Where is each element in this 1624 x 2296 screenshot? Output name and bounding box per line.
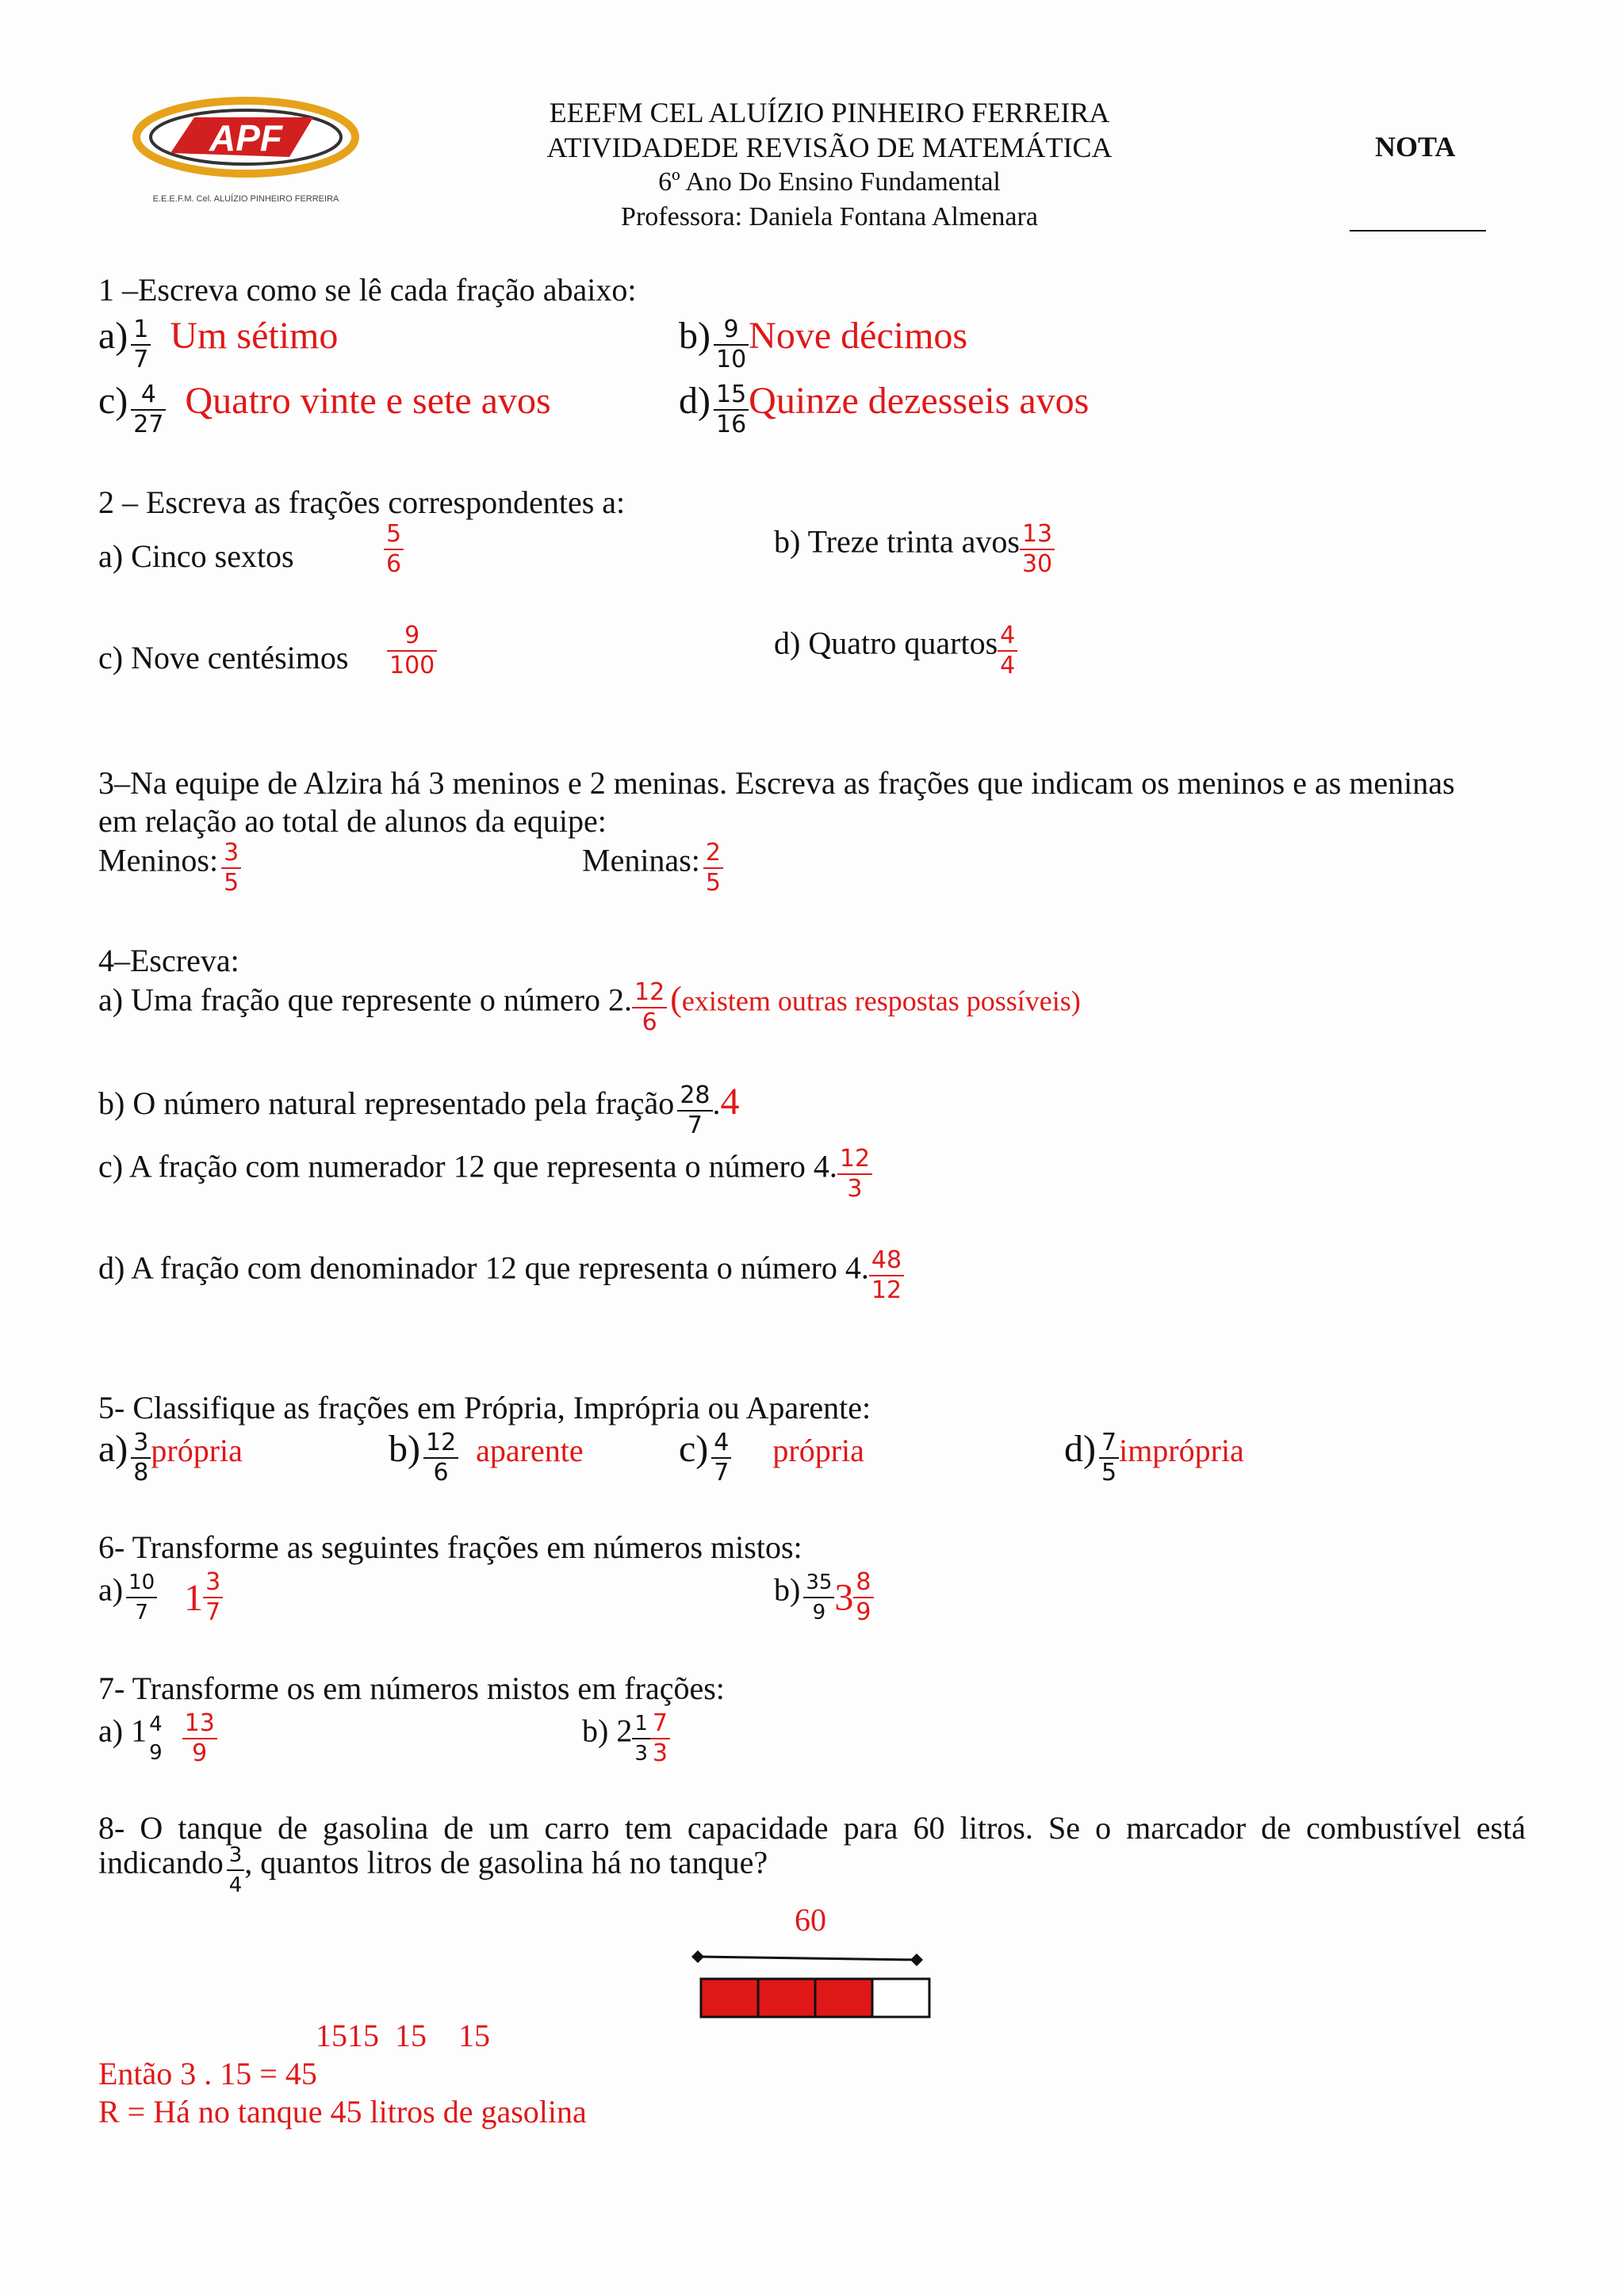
tank-segment-filled [815, 1979, 872, 2017]
q3-girls: Meninas: $\frac{2}{5}$ [582, 839, 723, 897]
q8-tank-diagram [682, 1941, 936, 2020]
q6-item-a: a) $\frac{10}{7}$ 1 $\frac{3}{7}$ [98, 1568, 223, 1627]
q2-label-c: c) Nove centésimos [98, 640, 349, 675]
q1-item-d: d) $\frac{15}{16}$ Quinze dezesseis avos [679, 380, 1090, 439]
q4-item-a: a) Uma fração que represente o número 2. $\frac{12}{6}$ (existem outras respostas possíveis) [98, 978, 1081, 1036]
q3-line1: 3–Na equipe de Alzira há 3 meninos e 2 meninas. Escreva as frações que indicam os meninos e as meninas [98, 765, 1455, 801]
q2-answer-c: $\frac{9}{100}$ [387, 622, 437, 680]
q4-note: existem outras respostas possíveis) [681, 985, 1081, 1017]
school-name: EEEFM CEL ALUÍZIO PINHEIRO FERREIRA [549, 97, 1110, 128]
q5-title: 5- Classifique as frações em Própria, Imprópria ou Aparente: [98, 1390, 871, 1425]
q4-answer-b: 4 [720, 1081, 740, 1123]
q1-answer-d: Quinze dezesseis avos [749, 380, 1090, 422]
teacher-line: Professora: Daniela Fontana Almenara [621, 202, 1038, 232]
q6-item-b: b) $\frac{35}{9}$ 3 $\frac{8}{9}$ [774, 1568, 874, 1627]
nota-label: NOTA [1375, 131, 1456, 163]
q4-item-c: c) A fração com numerador 12 que representa o número 4. $\frac{12}{3}$ [98, 1145, 872, 1203]
q2-answer-a: $\frac{5}{6}$ [384, 520, 404, 579]
q8-line2: indicando $\frac{3}{4}$ , quantos litros de gasolina há no tanque? [98, 1841, 768, 1900]
q1-answer-b: Nove décimos [749, 315, 968, 357]
q8-calculation: Então 3 . 15 = 45 [98, 2056, 317, 2091]
q8-line-end-marker [910, 1954, 923, 1966]
q1-title: 1 –Escreva como se lê cada fração abaixo: [98, 272, 637, 308]
q8-part-values: 1515 15 15 [316, 2018, 490, 2053]
q1-answer-a: Um sétimo [170, 315, 339, 357]
logo-graphic [127, 94, 365, 212]
q4-title: 4–Escreva: [98, 943, 239, 978]
tank-segment-filled [701, 1979, 758, 2017]
q8-line1: 8- O tanque de gasolina de um carro tem capacidade para 60 litros. Se o marcador de combustível está [98, 1810, 1526, 1846]
logo-caption: E.E.E.F.M. Cel. ALUÍZIO PINHEIRO FERREIRA [152, 194, 339, 204]
q6-title: 6- Transforme as seguintes frações em números mistos: [98, 1529, 802, 1565]
q7-item-a: a) 1 4 9 $\frac{13}{9}$ [98, 1709, 217, 1768]
q7-item-b: b) 2 $\frac{1}{3}$ $\frac{7}{3}$ [582, 1709, 670, 1768]
q7-title: 7- Transforme os em números mistos em frações: [98, 1670, 725, 1706]
q8-total-line [698, 1957, 917, 1960]
logo-text: APF [209, 117, 282, 159]
q1-item-c: c) $\frac{4}{27}$ Quatro vinte e sete avos [98, 380, 551, 439]
q4-item-b: b) O número natural representado pela fração $\frac{28}{7}$ .4 [98, 1081, 740, 1140]
q5-item-c: c) $\frac{4}{7}$ própria [679, 1428, 864, 1487]
grade-line: 6º Ano Do Ensino Fundamental [658, 167, 1001, 197]
school-logo [127, 94, 365, 212]
q8-answer: R = Há no tanque 45 litros de gasolina [98, 2094, 587, 2130]
q3-boys: Meninos: $\frac{3}{5}$ [98, 839, 241, 897]
tank-segment-filled [758, 1979, 815, 2017]
tank-segment-empty [872, 1979, 929, 2017]
q5-item-d: d) $\frac{7}{5}$ imprópria [1064, 1428, 1244, 1487]
q4-item-d: d) A fração com denominador 12 que representa o número 4. $\frac{48}{12}$ [98, 1246, 904, 1305]
q2-item-d: d) Quatro quartos $\frac{4}{4}$ [774, 622, 1017, 680]
q5-item-a: a) $\frac{3}{8}$ própria [98, 1428, 243, 1487]
q1-answer-c: Quatro vinte e sete avos [185, 380, 551, 422]
activity-title: ATIVIDADEDE REVISÃO DE MATEMÁTICA [546, 132, 1113, 163]
q2-label-a: a) Cinco sextos [98, 538, 294, 574]
q8-total-label: 60 [795, 1902, 826, 1938]
q2-item-b: b) Treze trinta avos $\frac{13}{30}$ [774, 520, 1055, 579]
q2-title: 2 – Escreva as frações correspondentes a: [98, 484, 626, 520]
q1-item-a: a) $\frac{1}{7}$ Um sétimo [98, 315, 339, 374]
q8-line-start-marker [691, 1950, 704, 1963]
q3-line2: em relação ao total de alunos da equipe: [98, 803, 607, 839]
nota-line [1350, 230, 1486, 232]
q1-item-b: b) $\frac{9}{10}$ Nove décimos [679, 315, 968, 374]
q5-item-b: b) $\frac{12}{6}$ aparente [389, 1428, 584, 1487]
